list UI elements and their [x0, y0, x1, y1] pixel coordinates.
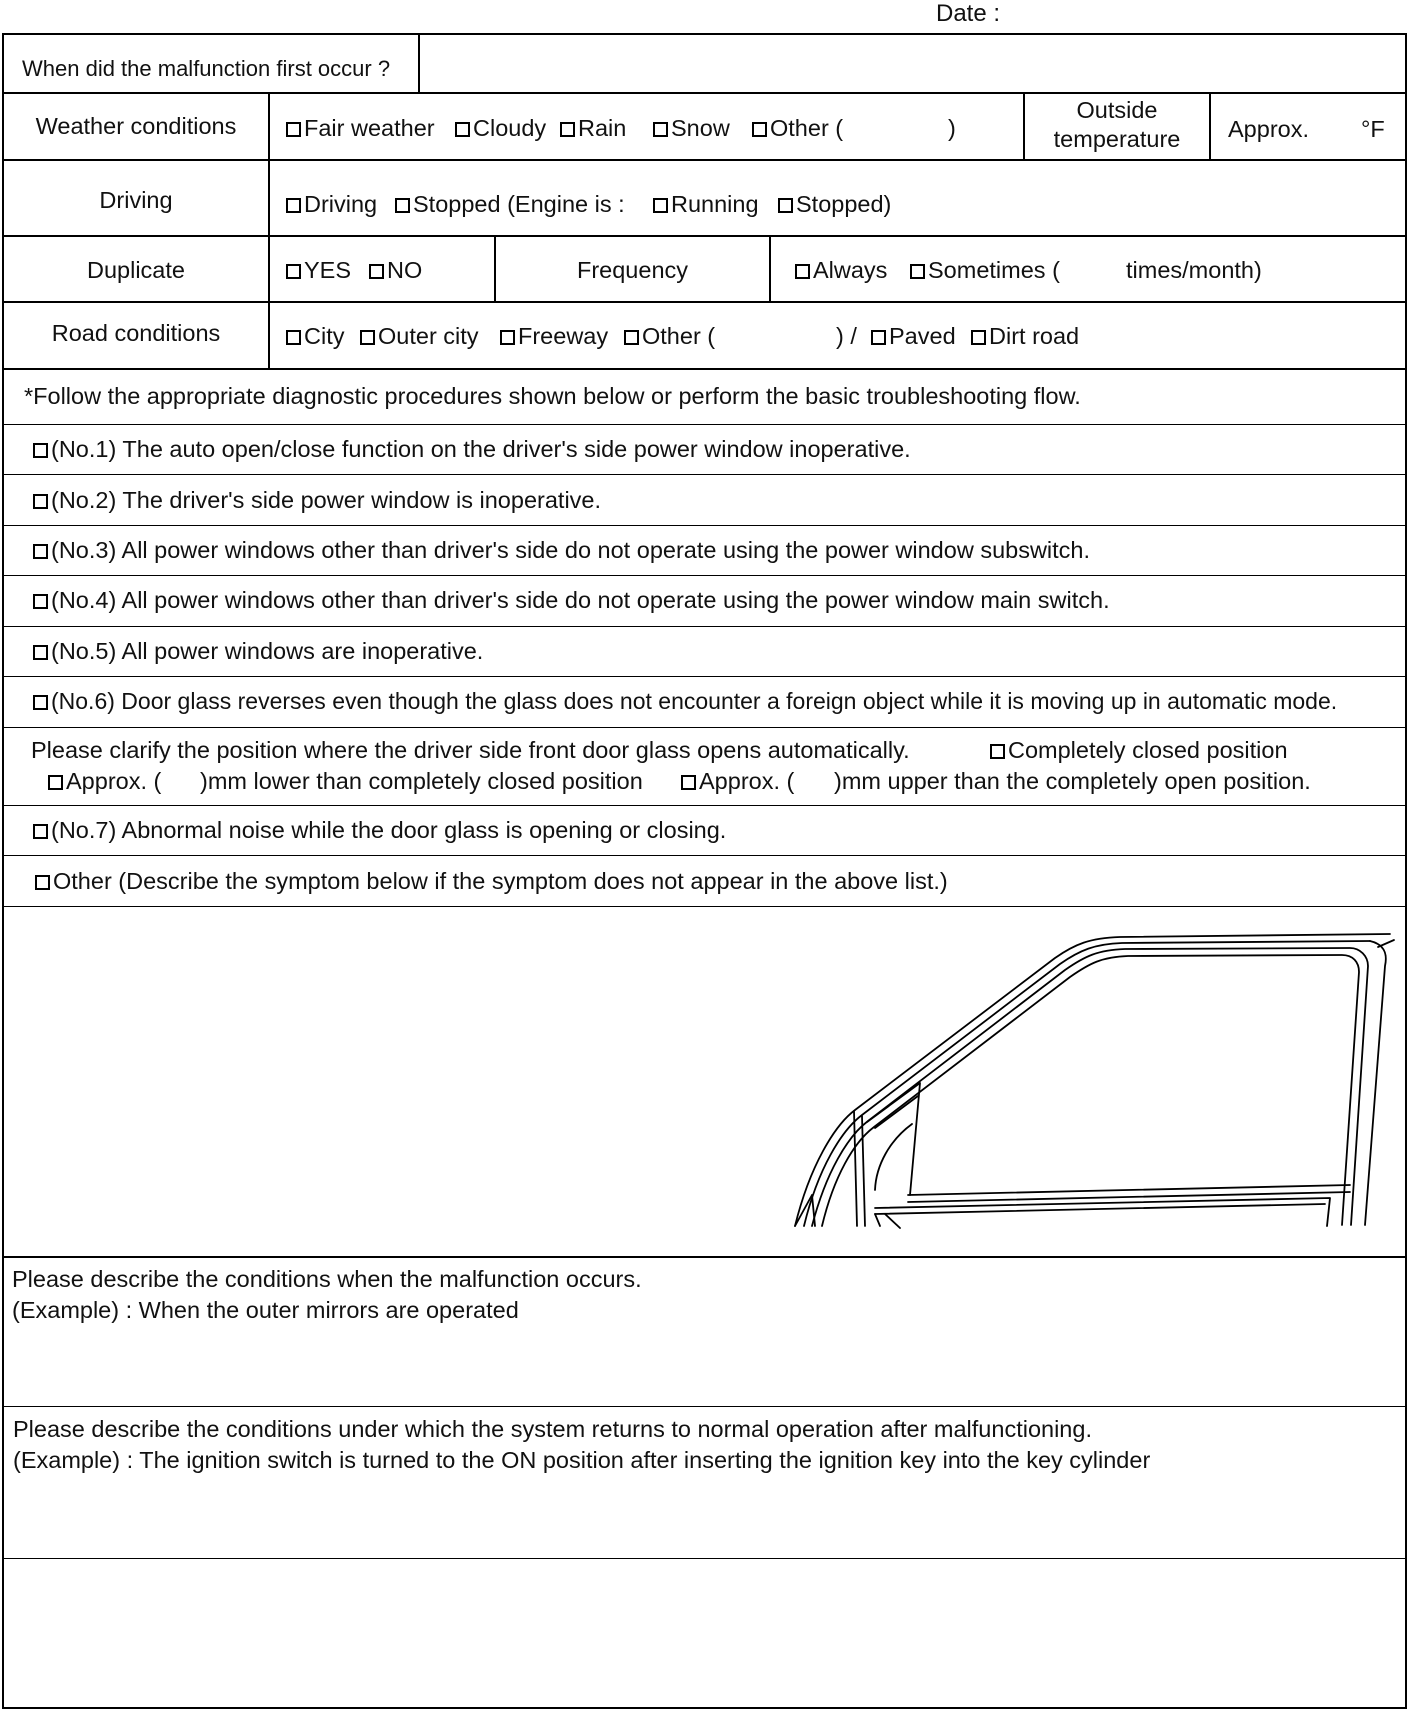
divider — [4, 368, 1405, 370]
checkbox[interactable] — [395, 198, 410, 213]
door-frame-line — [875, 1214, 880, 1226]
checkbox[interactable] — [33, 645, 48, 660]
checkbox[interactable] — [752, 122, 767, 137]
checkbox[interactable] — [560, 122, 575, 137]
symptom-item[interactable]: (No.5) All power windows are inoperative. — [33, 640, 483, 664]
weather-option[interactable]: Snow — [653, 117, 730, 141]
door-window-illustration — [790, 900, 1400, 1230]
checkbox[interactable] — [286, 264, 301, 279]
checkbox[interactable] — [286, 330, 301, 345]
checkbox[interactable] — [286, 122, 301, 137]
diagnostic-worksheet — [2, 33, 1407, 1709]
checkbox[interactable] — [48, 775, 63, 790]
divider — [4, 92, 1405, 94]
clarify-lower-text: )mm lower than completely closed position — [200, 768, 643, 794]
road-option[interactable]: Paved — [871, 325, 956, 349]
divider — [4, 575, 1405, 576]
door-frame-line — [822, 955, 1359, 1226]
temp-unit: °F — [1361, 116, 1385, 142]
divider — [4, 1256, 1405, 1258]
clarify-text: Please clarify the position where the driver side front door glass opens automatically. — [31, 737, 910, 763]
instruction-text: *Follow the appropriate diagnostic procedures shown below or perform the basic troubleshooting flow. — [24, 383, 1081, 409]
date-label: Date : — [936, 0, 1001, 27]
weather-option[interactable]: Fair weather — [286, 117, 435, 141]
checkbox[interactable] — [33, 695, 48, 710]
driving-option[interactable]: Stopped (Engine is : — [395, 193, 625, 217]
return-normal-example: (Example) : The ignition switch is turned to the ON position after inserting the ignition key into the key cylinder — [13, 1447, 1151, 1473]
checkbox[interactable] — [795, 264, 810, 279]
weather-option[interactable]: Other ( — [752, 117, 843, 141]
symptom-item[interactable]: (No.7) Abnormal noise while the door glass is opening or closing. — [33, 819, 726, 843]
checkbox[interactable] — [871, 330, 886, 345]
road-option[interactable]: Other ( — [624, 325, 715, 349]
door-frame-line — [875, 1124, 912, 1190]
door-frame-line — [795, 934, 1390, 1226]
checkbox[interactable] — [778, 198, 793, 213]
other-symptom-item[interactable]: Other (Describe the symptom below if the symptom does not appear in the above list.) — [35, 870, 948, 894]
door-frame-line — [862, 1116, 865, 1226]
divider — [4, 1406, 1405, 1407]
divider — [4, 626, 1405, 627]
return-normal-prompt: Please describe the conditions under which the system returns to normal operation after malfunctioning. — [13, 1416, 1092, 1442]
divider — [4, 805, 1405, 806]
clarify-option[interactable]: Approx. ( — [48, 770, 161, 794]
duplicate-option[interactable]: YES — [286, 259, 351, 283]
engine-option[interactable]: Stopped) — [778, 193, 891, 217]
door-frame-line — [1365, 941, 1386, 1225]
driving-option[interactable]: Driving — [286, 193, 377, 217]
weather-close-paren: ) — [948, 115, 956, 141]
clarify-upper-text: )mm upper than the completely open position. — [834, 768, 1311, 794]
door-frame-line — [875, 1204, 1325, 1214]
driving-label: Driving — [99, 187, 173, 213]
conditions-prompt: Please describe the conditions when the malfunction occurs. — [12, 1266, 642, 1292]
notes-area[interactable] — [4, 1560, 1405, 1708]
road-option[interactable]: Freeway — [500, 325, 608, 349]
checkbox[interactable] — [500, 330, 515, 345]
first-occur-label: When did the malfunction first occur ? — [22, 56, 391, 81]
door-frame-line — [1378, 940, 1394, 947]
door-frame-line — [812, 948, 1368, 1226]
checkbox[interactable] — [653, 122, 668, 137]
checkbox[interactable] — [33, 443, 48, 458]
engine-option[interactable]: Running — [653, 193, 759, 217]
times-month-label: times/month) — [1126, 257, 1262, 283]
duplicate-option[interactable]: NO — [369, 259, 422, 283]
checkbox[interactable] — [286, 198, 301, 213]
divider — [4, 727, 1405, 728]
weather-label: Weather conditions — [35, 113, 237, 139]
road-label: Road conditions — [51, 320, 221, 346]
duplicate-label: Duplicate — [87, 257, 185, 283]
checkbox[interactable] — [653, 198, 668, 213]
frequency-option[interactable]: Sometimes ( — [910, 259, 1060, 283]
checkbox[interactable] — [990, 744, 1005, 759]
checkbox[interactable] — [455, 122, 470, 137]
symptom-item[interactable]: (No.3) All power windows other than driver's side do not operate using the power window subswitch. — [33, 539, 1090, 563]
door-frame-line — [854, 1111, 857, 1226]
checkbox[interactable] — [681, 775, 696, 790]
clarify-option[interactable]: Completely closed position — [990, 739, 1288, 763]
outside-temp-label: temperature — [1053, 126, 1181, 152]
approx-label: Approx. — [1228, 116, 1309, 142]
outside-temp-label: Outside — [1076, 97, 1158, 123]
checkbox[interactable] — [33, 824, 48, 839]
checkbox[interactable] — [35, 875, 50, 890]
divider — [4, 424, 1405, 425]
symptom-item[interactable]: (No.1) The auto open/close function on the driver's side power window inoperative. — [33, 438, 911, 462]
road-option[interactable]: Outer city — [360, 325, 479, 349]
divider — [4, 301, 1405, 303]
divider — [4, 1558, 1405, 1559]
checkbox[interactable] — [624, 330, 639, 345]
symptom-item[interactable]: (No.2) The driver's side power window is inoperative. — [33, 489, 601, 513]
weather-option[interactable]: Rain — [560, 117, 626, 141]
frequency-option[interactable]: Always — [795, 259, 887, 283]
checkbox[interactable] — [360, 330, 375, 345]
symptom-item[interactable]: (No.4) All power windows other than driver's side do not operate using the power window main switch. — [33, 589, 1110, 613]
divider — [1209, 92, 1211, 159]
road-option[interactable]: City — [286, 325, 344, 349]
weather-option[interactable]: Cloudy — [455, 117, 546, 141]
divider — [268, 92, 270, 368]
checkbox[interactable] — [910, 264, 925, 279]
conditions-example: (Example) : When the outer mirrors are operated — [12, 1297, 519, 1323]
symptom-item[interactable]: (No.6) Door glass reverses even though the glass does not encounter a foreign object while it is moving up in automatic mode. — [33, 690, 1337, 713]
divider — [4, 855, 1405, 856]
road-separator: ) / — [836, 323, 857, 349]
checkbox[interactable] — [33, 544, 48, 559]
divider — [4, 235, 1405, 237]
divider — [4, 159, 1405, 161]
checkbox[interactable] — [33, 594, 48, 609]
divider — [769, 235, 771, 301]
road-option[interactable]: Dirt road — [971, 325, 1079, 349]
clarify-option[interactable]: Approx. ( — [681, 770, 794, 794]
divider — [4, 525, 1405, 526]
divider — [4, 676, 1405, 677]
checkbox[interactable] — [369, 264, 384, 279]
frequency-label: Frequency — [576, 257, 689, 283]
door-frame-line — [885, 1214, 900, 1228]
checkbox[interactable] — [971, 330, 986, 345]
divider — [418, 35, 420, 92]
divider — [4, 474, 1405, 475]
checkbox[interactable] — [33, 494, 48, 509]
